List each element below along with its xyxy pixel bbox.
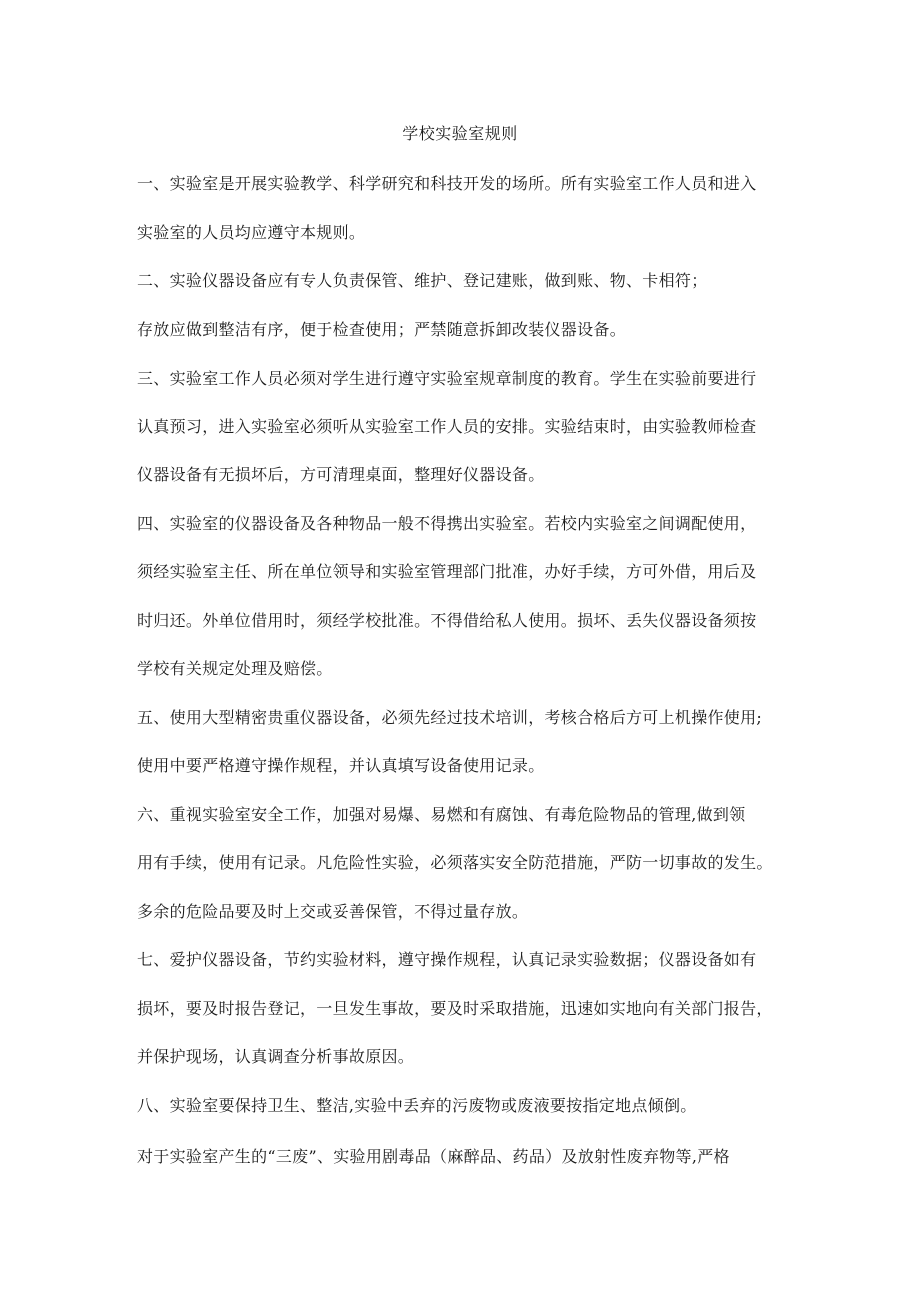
paragraph-line: 时归还。外单位借用时，须经学校批准。不得借给私人使用。损坏、丢失仪器设备须按 [137,611,757,630]
paragraph-line: 并保护现场，认真调查分析事故原因。 [137,1047,415,1066]
paragraph-line: 七、爱护仪器设备，节约实验材料，遵守操作规程，认真记录实验数据；仪器设备如有 [137,950,757,969]
paragraph-line: 认真预习，进入实验室必须听从实验室工作人员的安排。实验结束时，由实验教师检查 [137,417,757,436]
paragraph-line: 实验室的人员均应遵守本规则。 [137,223,366,242]
paragraph-line: 多余的危险品要及时上交或妥善保管，不得过量存放。 [137,902,529,921]
paragraph-line: 存放应做到整洁有序，便于检查使用；严禁随意拆卸改装仪器设备。 [137,320,627,339]
paragraph-line: 一、实验室是开展实验教学、科学研究和科技开发的场所。所有实验室工作人员和进入 [137,174,757,193]
document-title: 学校实验室规则 [402,124,518,143]
paragraph-line: 学校有关规定处理及赔偿。 [137,659,333,678]
paragraph-line: 用有手续，使用有记录。凡危险性实验，必须落实安全防范措施，严防一切事故的发生。 [137,853,773,872]
paragraph-line: 六、重视实验室安全工作，加强对易爆、易燃和有腐蚀、有毒危险物品的管理,做到领 [137,805,746,824]
paragraph-line: 须经实验室主任、所在单位领导和实验室管理部门批准，办好手续，方可外借，用后及 [137,562,757,581]
paragraph-line: 八、实验室要保持卫生、整洁,实验中丢弃的污废物或废液要按指定地点倾倒。 [137,1096,697,1115]
paragraph-line: 二、实验仪器设备应有专人负责保管、维护、登记建账，做到账、物、卡相符； [137,271,708,290]
paragraph-line: 仪器设备有无损坏后，方可清理桌面，整理好仪器设备。 [137,465,545,484]
paragraph-line: 使用中要严格遵守操作规程，并认真填写设备使用记录。 [137,756,545,775]
paragraph-line: 对于实验室产生的“三废”、实验用剧毒品（麻醉品、药品）及放射性废弃物等,严格 [137,1147,730,1166]
paragraph-line: 损坏，要及时报告登记，一旦发生事故，要及时采取措施，迅速如实地向有关部门报告， [137,999,773,1018]
paragraph-line: 四、实验室的仪器设备及各种物品一般不得携出实验室。若校内实验室之间调配使用， [137,514,757,533]
paragraph-line: 五、使用大型精密贵重仪器设备，必须先经过技术培训，考核合格后方可上机操作使用; [137,708,763,727]
paragraph-line: 三、实验室工作人员必须对学生进行遵守实验室规章制度的教育。学生在实验前要进行 [137,369,757,388]
